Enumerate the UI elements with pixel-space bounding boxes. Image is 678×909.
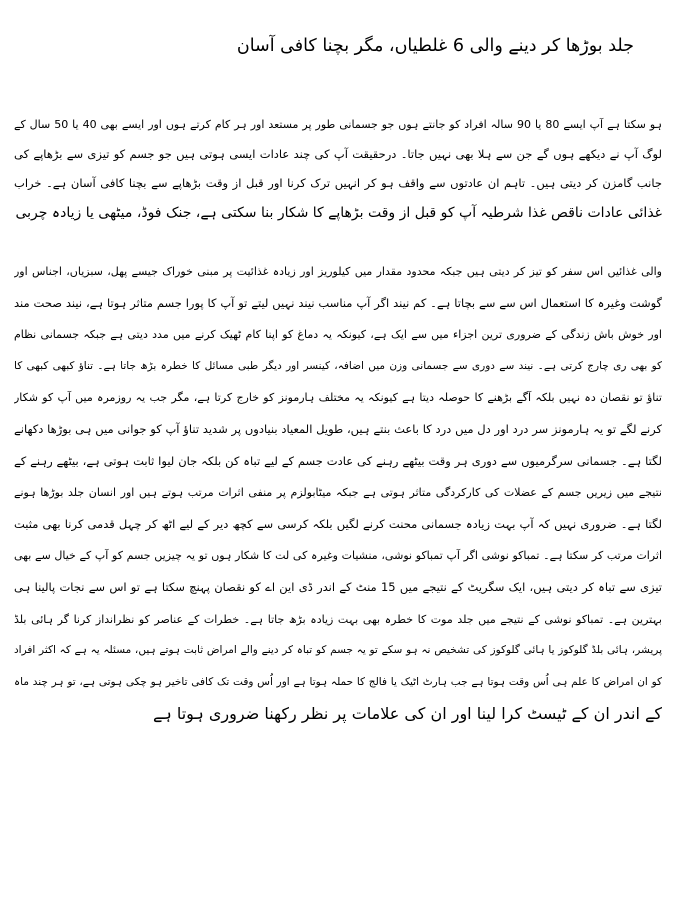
text-line: لگتا ہے۔ جسمانی سرگرمیوں سے دوری ہر وقت بیٹھے رہنے کی عادت جسم کے لیے تباہ کن بلکہ جان لیوا ثابت ہوتی ہے، بیٹھے رہنے کے xyxy=(14,453,662,468)
text-line: اور خوش باش زندگی کے ضروری ترین اجزاء میں سے ایک ہے، کیونکہ یہ دماغ کو اپنا کام ٹھیک کرنے میں مدد دیتی ہے جبکہ جسمانی نظام xyxy=(14,328,662,342)
text-line: ہو سکتا ہے آپ ایسے 80 یا 90 سالہ افراد کو جانتے ہوں جو جسمانی طور پر مستعد اور ہر کام کرتے ہوں اور ایسے بھی 40 یا 50 سال کے xyxy=(14,118,662,131)
text-line: نتیجے میں زیریں جسم کے عضلات کی کارکردگی متاثر ہوتی ہے جبکہ میٹابولزم پر منفی اثرات مرتب ہوتے ہیں اور انسان جلد بوڑھا ہونے xyxy=(14,486,662,500)
text-line: تناؤ تو نقصان دہ نہیں بلکہ آگے بڑھنے کا حوصلہ دیتا ہے کیونکہ یہ مختلف ہارمونز کو خارج کرتا ہے، مگر جب یہ روزمرہ میں آپ کو شکار xyxy=(14,391,662,405)
paragraph-2 xyxy=(14,256,662,730)
paragraph-1 xyxy=(14,110,662,228)
text-line: کو بھی ری چارج کرتی ہے۔ نیند سے دوری سے جسمانی وزن میں اضافہ، کینسر اور دیگر طبی مسائل کا خطرہ بڑھ جاتا ہے۔ تناؤ کبھی کبھی کا xyxy=(14,359,662,372)
article-title: جلد بوڑھا کر دینے والی 6 غلطیاں، مگر بچنا کافی آسان xyxy=(236,36,634,56)
text-line: تیزی سے تباہ کر دیتی ہیں، ایک سگریٹ کے نتیجے میں 15 منٹ کے اندر ڈی این اے کو نقصان پہنچ سکتا ہے تو اس سے نجات پالینا ہی xyxy=(14,579,662,594)
text-line: اثرات مرتب کر سکتا ہے۔ تمباکو نوشی اگر آپ تمباکو نوشی، منشیات وغیرہ کی لت کا شکار ہوں تو یہ چیزیں جسم کو آپ کے خیال سے بھی xyxy=(14,549,662,563)
text-line: گوشت وغیرہ کا استعمال اس سے سے بچاتا ہے۔ کم نیند اگر آپ مناسب نیند نہیں لیتے تو آپ کا پورا جسم متاثر ہوتا ہے، نیند صحت مند xyxy=(14,295,662,310)
text-line: لگتا ہے۔ ضروری نہیں کہ آپ بہت زیادہ جسمانی محنت کرنے لگیں بلکہ کرسی سے کچھ دیر کے لیے اٹھ کر چہل قدمی کرنا بھی مثبت xyxy=(14,516,662,531)
text-line: کو ان امراض کا علم ہی اُس وقت ہوتا ہے جب ہارٹ اٹیک یا فالج کا حملہ ہوتا ہے اور اُس وقت تک کافی تاخیر ہو چکی ہوتی ہے، تو ہر چند ماہ xyxy=(14,675,662,688)
text-line: کرنے لگے تو یہ ہارمونز سر درد اور دل میں درد کا باعث بنتے ہیں، طویل المعیاد بنیادوں پر شدید تناؤ آپ کو جوانی میں ہی بوڑھا دکھانے xyxy=(14,421,662,436)
text-line: غذائی عادات ناقص غذا شرطیہ آپ کو قبل از وقت بڑھاپے کا شکار بنا سکتی ہے، جنک فوڈ، میٹھی یا زیادہ چربی xyxy=(15,204,662,221)
text-line: پریشر، ہائی بلڈ گلوکوز یا ہائی گلوکوز کی تشخیص نہ ہو سکے تو یہ جسم کو تباہ کر دینے والے امراض ثابت ہوتے ہیں، مسئلہ یہ ہے کہ اکثر افراد xyxy=(14,644,662,657)
text-line: لوگ آپ نے دیکھے ہوں گے جن سے ہلا بھی نہیں جاتا۔ درحقیقت آپ کی چند عادات ایسی ہوتی ہیں جو جسم کو تیزی سے بڑھاپے کی xyxy=(14,146,662,161)
text-line: بہترین ہے۔ تمباکو نوشی کے نتیجے میں جلد موت کا خطرہ بھی بہت زیادہ بڑھ جاتا ہے۔ خطرات کے عناصر کو نظرانداز کرنا گر ہائی بلڈ xyxy=(14,612,662,626)
text-line: والی غذائیں اس سفر کو تیز کر دیتی ہیں جبکہ محدود مقدار میں کیلوریز اور زیادہ غذائیت پر مبنی خوراک جیسے پھل، سبزیاں، اجناس اور xyxy=(14,265,662,278)
text-line: جانب گامزن کر دیتی ہیں۔ تاہم ان عادتوں سے واقف ہو کر انہیں ترک کرنا اور قبل از وقت بڑھاپے سے بچنا کافی آسان ہے۔ خراب xyxy=(14,176,662,190)
text-line: کے اندر ان کے ٹیسٹ کرا لینا اور ان کی علامات پر نظر رکھنا ضروری ہوتا ہے xyxy=(152,704,662,724)
